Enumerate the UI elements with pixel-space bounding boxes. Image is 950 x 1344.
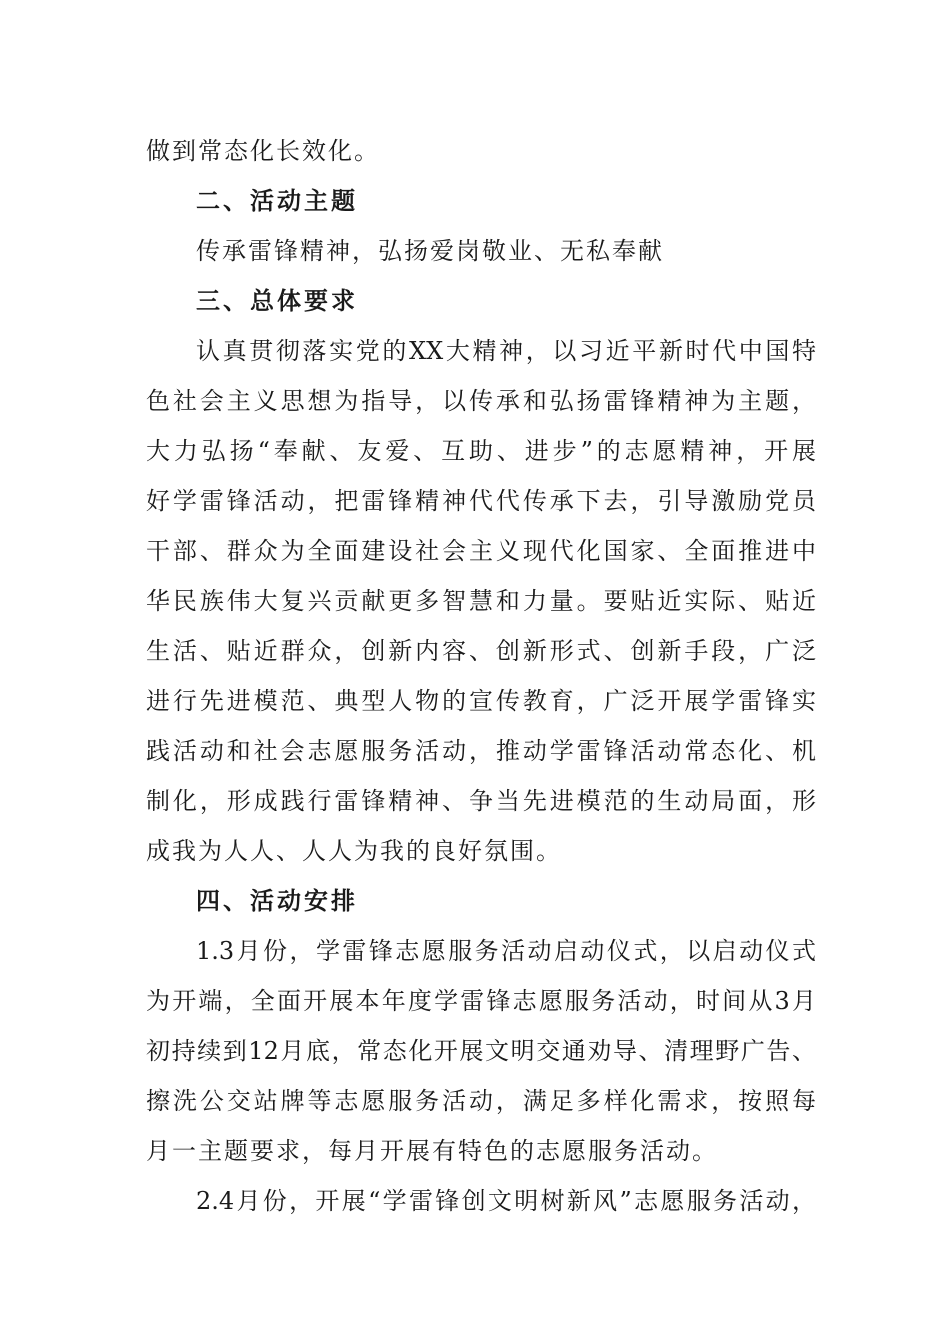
paragraph-line: 做到常态化长效化。 xyxy=(146,137,380,165)
paragraph-line: 月一主题要求，每月开展有特色的志愿服务活动。 xyxy=(146,1137,718,1165)
paragraph-line: 1.3月份，学雷锋志愿服务活动启动仪式，以启动仪式 xyxy=(196,937,816,965)
paragraph-line: 为开端，全面开展本年度学雷锋志愿服务活动，时间从3月 xyxy=(146,987,816,1015)
paragraph-line: 认真贯彻落实党的XX大精神，以习近平新时代中国特 xyxy=(196,337,816,365)
paragraph-line: 进行先进模范、典型人物的宣传教育，广泛开展学雷锋实 xyxy=(146,687,816,715)
paragraph-line: 好学雷锋活动，把雷锋精神代代传承下去，引导激励党员 xyxy=(146,487,816,515)
paragraph-line: 生活、贴近群众，创新内容、创新形式、创新手段，广泛 xyxy=(146,637,816,665)
paragraph-line: 大力弘扬“奉献、友爱、互助、进步”的志愿精神，开展 xyxy=(146,437,816,465)
section-heading-arrangement: 四、活动安排 xyxy=(196,887,358,915)
paragraph-line: 擦洗公交站牌等志愿服务活动，满足多样化需求，按照每 xyxy=(146,1087,816,1115)
paragraph-line: 干部、群众为全面建设社会主义现代化国家、全面推进中 xyxy=(146,537,816,565)
section-heading-theme: 二、活动主题 xyxy=(196,187,358,215)
section-heading-requirements: 三、总体要求 xyxy=(196,287,358,315)
paragraph-line: 成我为人人、人人为我的良好氛围。 xyxy=(146,837,562,865)
paragraph-line: 华民族伟大复兴贡献更多智慧和力量。要贴近实际、贴近 xyxy=(146,587,816,615)
paragraph-line: 初持续到12月底，常态化开展文明交通劝导、清理野广告、 xyxy=(146,1037,816,1065)
paragraph-line: 2.4月份，开展“学雷锋创文明树新风”志愿服务活动， xyxy=(196,1187,816,1215)
paragraph-line: 践活动和社会志愿服务活动，推动学雷锋活动常态化、机 xyxy=(146,737,816,765)
paragraph-line: 色社会主义思想为指导，以传承和弘扬雷锋精神为主题， xyxy=(146,387,816,415)
paragraph-line: 制化，形成践行雷锋精神、争当先进模范的生动局面，形 xyxy=(146,787,816,815)
paragraph-line: 传承雷锋精神，弘扬爱岗敬业、无私奉献 xyxy=(196,237,664,265)
